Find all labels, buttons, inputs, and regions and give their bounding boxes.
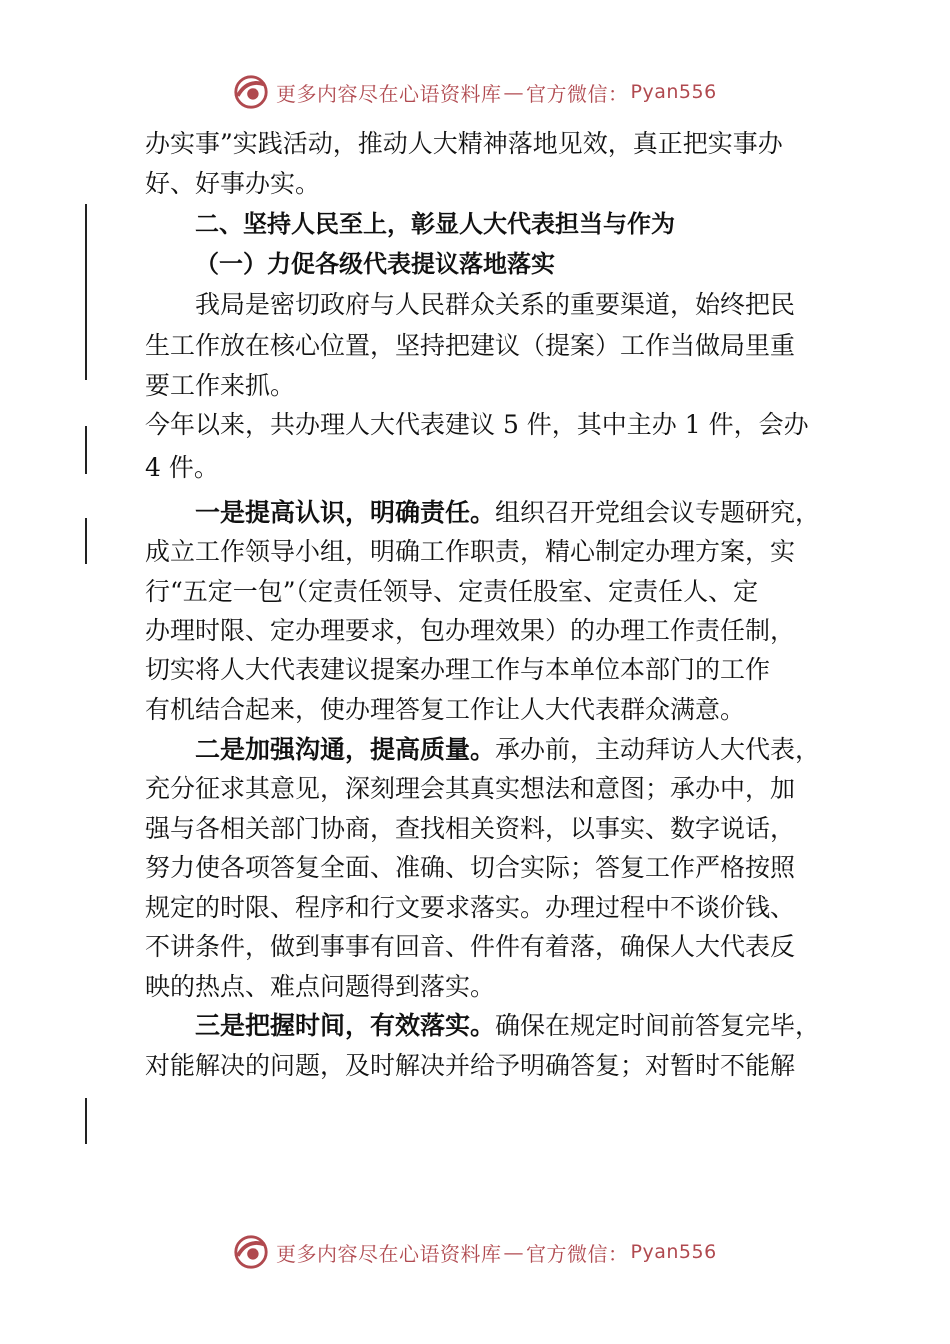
text-line: 生工作放在核心位置，坚持把建议（提案）工作当做局里重 [145, 331, 796, 360]
paragraph-lead [195, 730, 820, 770]
watermark-text: 更多内容尽在心语资料库 [276, 1241, 502, 1266]
logo-icon [232, 1233, 270, 1271]
text-line: 成立工作领导小组，明确工作职责，精心制定办理方案，实 [145, 537, 796, 566]
text-line: 努力使各项答复全面、准确、切合实际；答复工作严格按照 [145, 853, 796, 882]
watermark-wechat-id: Pyan556 [630, 81, 717, 103]
text-line: 4 件。 [145, 453, 219, 482]
margin-bar [85, 204, 87, 380]
paragraph-lead [195, 1006, 820, 1046]
text-line: 映的热点、难点问题得到落实。 [145, 972, 496, 1001]
text-line: 有机结合起来，使办理答复工作让人大代表群众满意。 [145, 695, 746, 724]
text-line: 我局是密切政府与人民群众关系的重要渠道，始终把民 [195, 290, 796, 319]
paragraph-lead-bold: 三是把握时间，有效落实。 [195, 1011, 496, 1040]
watermark-footer [232, 1232, 717, 1272]
text-line: 切实将人大代表建议提案办理工作与本单位本部门的工作 [145, 655, 771, 684]
text-line: 行“五定一包”（定责任领导、定责任股室、定责任人、定 [145, 577, 759, 606]
paragraph-lead-bold: 一是提高认识，明确责任。 [195, 498, 496, 527]
margin-bar [85, 426, 87, 474]
margin-bar [85, 1098, 87, 1144]
paragraph-lead-text: 确保在规定时间前答复完毕， [495, 1011, 821, 1040]
text-line: 强与各相关部门协商，查找相关资料，以事实、数字说话， [145, 814, 796, 843]
text-line: 要工作来抓。 [145, 371, 296, 400]
watermark-wechat-id: Pyan556 [630, 1241, 717, 1263]
watermark-wechat-label: 官方微信： [526, 1241, 629, 1266]
text-line: 办理时限、定办理要求，包办理效果）的办理工作责任制， [145, 616, 796, 645]
paragraph-lead [195, 493, 820, 533]
watermark-text: 更多内容尽在心语资料库 [276, 81, 502, 106]
section-heading: 二、坚持人民至上，彰显人大代表担当与作为 [195, 210, 675, 238]
text-line: 对能解决的问题，及时解决并给予明确答复；对暂时不能解 [145, 1051, 796, 1080]
watermark-separator: — [503, 80, 524, 104]
subsection-heading: （一）力促各级代表提议落地落实 [195, 249, 555, 278]
watermark-header [232, 72, 717, 112]
text-line: 好、好事办实。 [145, 169, 321, 198]
text-line: 充分征求其意见，深刻理会其真实想法和意图；承办中，加 [145, 774, 796, 803]
text-line: 办实事”实践活动，推动人大精神落地见效，真正把实事办 [145, 129, 783, 158]
margin-bar [85, 518, 87, 564]
text-line: 今年以来，共办理人大代表建议 5 件，其中主办 1 件，会办 [145, 410, 809, 439]
watermark-wechat-label: 官方微信： [526, 81, 629, 106]
watermark-separator: — [503, 1240, 524, 1264]
paragraph-lead-text: 组织召开党组会议专题研究， [495, 498, 821, 527]
text-line: 不讲条件，做到事事有回音、件件有着落，确保人大代表反 [145, 932, 796, 961]
paragraph-lead-text: 承办前，主动拜访人大代表， [495, 735, 821, 764]
logo-icon [232, 73, 270, 111]
paragraph-lead-bold: 二是加强沟通，提高质量。 [195, 735, 496, 764]
text-line: 规定的时限、程序和行文要求落实。办理过程中不谈价钱、 [145, 893, 796, 922]
